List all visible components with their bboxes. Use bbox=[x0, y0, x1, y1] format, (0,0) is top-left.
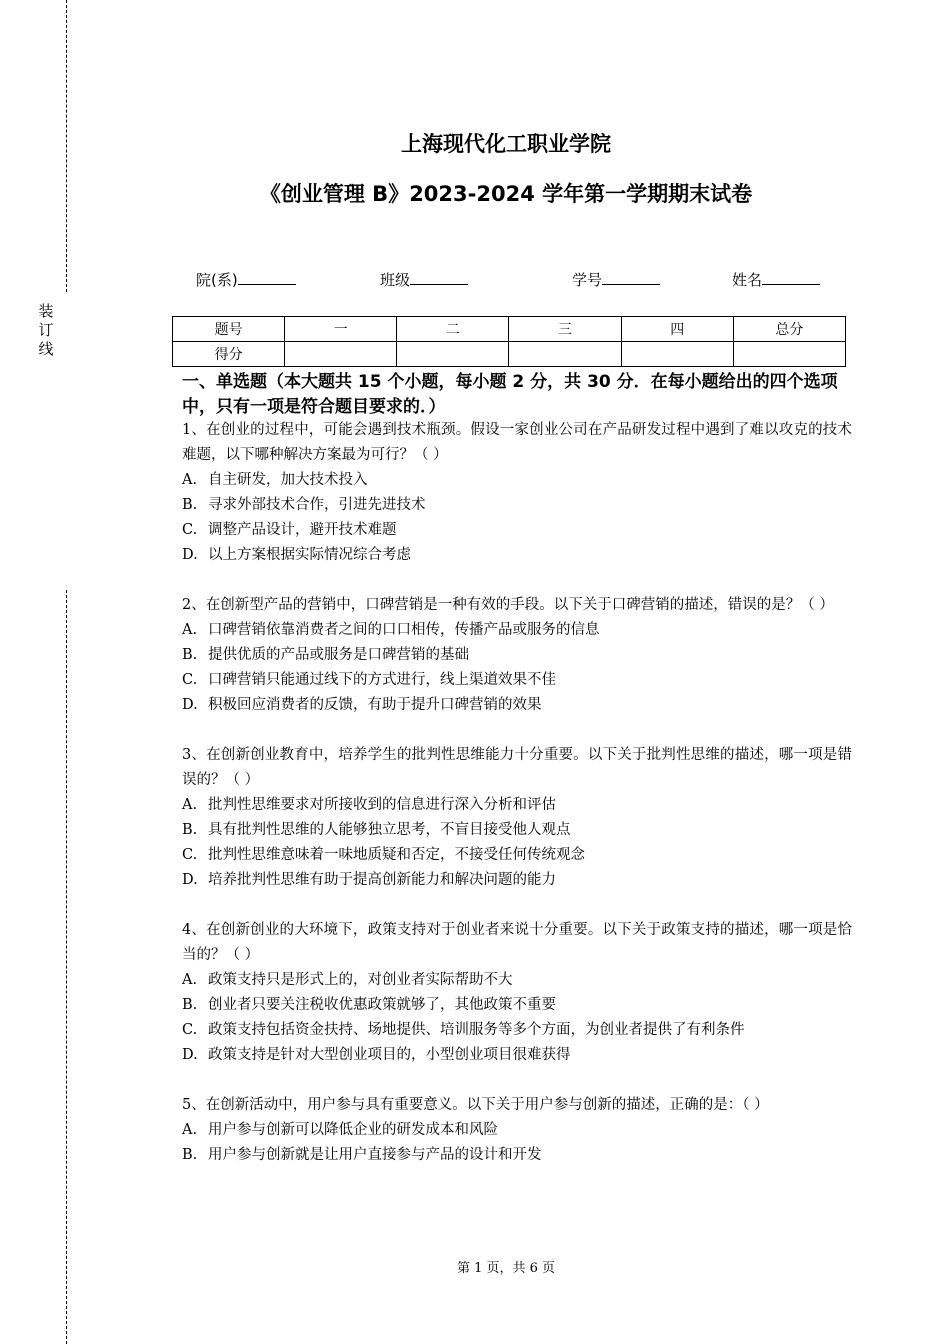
option-key: C. bbox=[182, 522, 198, 538]
question bbox=[182, 1093, 852, 1168]
option-text: 政策支持是针对大型创业项目的，小型创业项目很难获得 bbox=[208, 1047, 571, 1063]
question-stem: 5、在创新活动中，用户参与具有重要意义。以下关于用户参与创新的描述，正确的是：（ ） bbox=[182, 1097, 769, 1113]
question-stem: 2、在创新型产品的营销中，口碑营销是一种有效的手段。以下关于口碑营销的描述，错误的是？（ ） bbox=[182, 597, 834, 613]
option-text: 口碑营销依靠消费者之间的口口相传，传播产品或服务的信息 bbox=[208, 622, 600, 638]
option-key: B. bbox=[182, 1147, 198, 1163]
score-row-label: 得分 bbox=[173, 342, 285, 367]
department-field[interactable] bbox=[196, 269, 296, 290]
score-table-score-row bbox=[173, 342, 846, 367]
option-key: A. bbox=[182, 622, 198, 638]
answer-option[interactable] bbox=[182, 543, 852, 568]
score-header-cell: 四 bbox=[621, 317, 733, 342]
option-key: D. bbox=[182, 697, 198, 713]
option-text: 以上方案根据实际情况综合考虑 bbox=[208, 547, 411, 563]
answer-option[interactable] bbox=[182, 618, 852, 643]
answer-option[interactable] bbox=[182, 1118, 852, 1143]
score-header-cell: 题号 bbox=[173, 317, 285, 342]
answer-option[interactable] bbox=[182, 1018, 852, 1043]
option-text: 提供优质的产品或服务是口碑营销的基础 bbox=[208, 647, 469, 663]
answer-option[interactable] bbox=[182, 643, 852, 668]
option-text: 调整产品设计，避开技术难题 bbox=[208, 522, 397, 538]
option-text: 口碑营销只能通过线下的方式进行，线上渠道效果不佳 bbox=[208, 672, 556, 688]
answer-option[interactable] bbox=[182, 793, 852, 818]
answer-option[interactable] bbox=[182, 668, 852, 693]
binding-char: 线 bbox=[38, 340, 54, 358]
option-text: 批判性思维要求对所接收到的信息进行深入分析和评估 bbox=[208, 797, 556, 813]
answer-option[interactable] bbox=[182, 818, 852, 843]
binding-label bbox=[36, 302, 56, 359]
score-cell[interactable] bbox=[285, 342, 397, 367]
option-key: B. bbox=[182, 647, 198, 663]
option-text: 用户参与创新可以降低企业的研发成本和风险 bbox=[208, 1122, 498, 1138]
score-cell[interactable] bbox=[621, 342, 733, 367]
option-text: 政策支持只是形式上的，对创业者实际帮助不大 bbox=[208, 972, 513, 988]
score-cell[interactable] bbox=[509, 342, 621, 367]
binding-char: 装 bbox=[38, 302, 54, 320]
student-id-label: 学号 bbox=[572, 271, 603, 289]
option-text: 用户参与创新就是让用户直接参与产品的设计和开发 bbox=[208, 1147, 542, 1163]
score-header-cell: 总分 bbox=[733, 317, 845, 342]
option-text: 培养批判性思维有助于提高创新能力和解决问题的能力 bbox=[208, 872, 556, 888]
question bbox=[182, 593, 852, 718]
question-stem: 1、在创业的过程中，可能会遇到技术瓶颈。假设一家创业公司在产品研发过程中遇到了难以攻克的技术难题，以下哪种解决方案最为可行？（ ） bbox=[182, 422, 852, 463]
question-list bbox=[182, 418, 852, 1168]
answer-option[interactable] bbox=[182, 1043, 852, 1068]
name-blank[interactable] bbox=[762, 270, 820, 285]
section-heading: 一、单选题（本大题共 15 个小题，每小题 2 分，共 30 分．在每小题给出的四个选项中，只有一项是符合题目要求的．） bbox=[182, 372, 838, 417]
option-key: A. bbox=[182, 1122, 198, 1138]
option-key: A. bbox=[182, 797, 198, 813]
option-text: 具有批判性思维的人能够独立思考，不盲目接受他人观点 bbox=[208, 822, 571, 838]
option-text: 寻求外部技术合作，引进先进技术 bbox=[208, 497, 426, 513]
option-key: B. bbox=[182, 997, 198, 1013]
class-label: 班级 bbox=[380, 271, 411, 289]
option-text: 积极回应消费者的反馈，有助于提升口碑营销的效果 bbox=[208, 697, 542, 713]
option-key: C. bbox=[182, 1022, 198, 1038]
answer-option[interactable] bbox=[182, 468, 852, 493]
answer-option[interactable] bbox=[182, 993, 852, 1018]
answer-option[interactable] bbox=[182, 518, 852, 543]
name-label: 姓名 bbox=[732, 271, 763, 289]
option-key: C. bbox=[182, 847, 198, 863]
student-id-field[interactable] bbox=[572, 269, 660, 290]
score-header-cell: 三 bbox=[509, 317, 621, 342]
answer-option[interactable] bbox=[182, 493, 852, 518]
score-header-cell: 二 bbox=[397, 317, 509, 342]
answer-option[interactable] bbox=[182, 693, 852, 718]
answer-option[interactable] bbox=[182, 1143, 852, 1168]
question bbox=[182, 418, 852, 568]
page-number: 第 1 页，共 6 页 bbox=[456, 1261, 556, 1276]
class-blank[interactable] bbox=[410, 270, 468, 285]
answer-option[interactable] bbox=[182, 968, 852, 993]
student-id-blank[interactable] bbox=[602, 270, 660, 285]
score-cell[interactable] bbox=[733, 342, 845, 367]
score-header-cell: 一 bbox=[285, 317, 397, 342]
option-key: D. bbox=[182, 872, 198, 888]
option-key: D. bbox=[182, 1047, 198, 1063]
option-key: B. bbox=[182, 822, 198, 838]
question bbox=[182, 918, 852, 1068]
score-table-header-row bbox=[173, 317, 846, 342]
question-stem: 4、在创新创业的大环境下，政策支持对于创业者来说十分重要。以下关于政策支持的描述，哪一项是恰当的？（ ） bbox=[182, 922, 852, 963]
school-name: 上海现代化工职业学院 bbox=[401, 132, 611, 156]
option-key: B. bbox=[182, 497, 198, 513]
score-table bbox=[172, 316, 846, 367]
exam-title: 《创业管理 B》2023-2024 学年第一学期期末试卷 bbox=[259, 182, 753, 206]
option-key: A. bbox=[182, 472, 198, 488]
binding-dashed-line-bottom bbox=[66, 590, 67, 1344]
option-key: C. bbox=[182, 672, 198, 688]
option-text: 创业者只要关注税收优惠政策就够了，其他政策不重要 bbox=[208, 997, 556, 1013]
answer-option[interactable] bbox=[182, 843, 852, 868]
option-text: 政策支持包括资金扶持、场地提供、培训服务等多个方面，为创业者提供了有利条件 bbox=[208, 1022, 745, 1038]
class-field[interactable] bbox=[380, 269, 468, 290]
department-label: 院(系) bbox=[196, 271, 238, 289]
name-field[interactable] bbox=[732, 269, 820, 290]
question bbox=[182, 743, 852, 893]
option-text: 批判性思维意味着一味地质疑和否定，不接受任何传统观念 bbox=[208, 847, 585, 863]
score-cell[interactable] bbox=[397, 342, 509, 367]
option-text: 自主研发，加大技术投入 bbox=[208, 472, 368, 488]
answer-option[interactable] bbox=[182, 868, 852, 893]
option-key: A. bbox=[182, 972, 198, 988]
binding-char: 订 bbox=[38, 321, 54, 339]
question-stem: 3、在创新创业教育中，培养学生的批判性思维能力十分重要。以下关于批判性思维的描述，哪一项是错误的？（ ） bbox=[182, 747, 852, 788]
department-blank[interactable] bbox=[238, 270, 296, 285]
option-key: D. bbox=[182, 547, 198, 563]
